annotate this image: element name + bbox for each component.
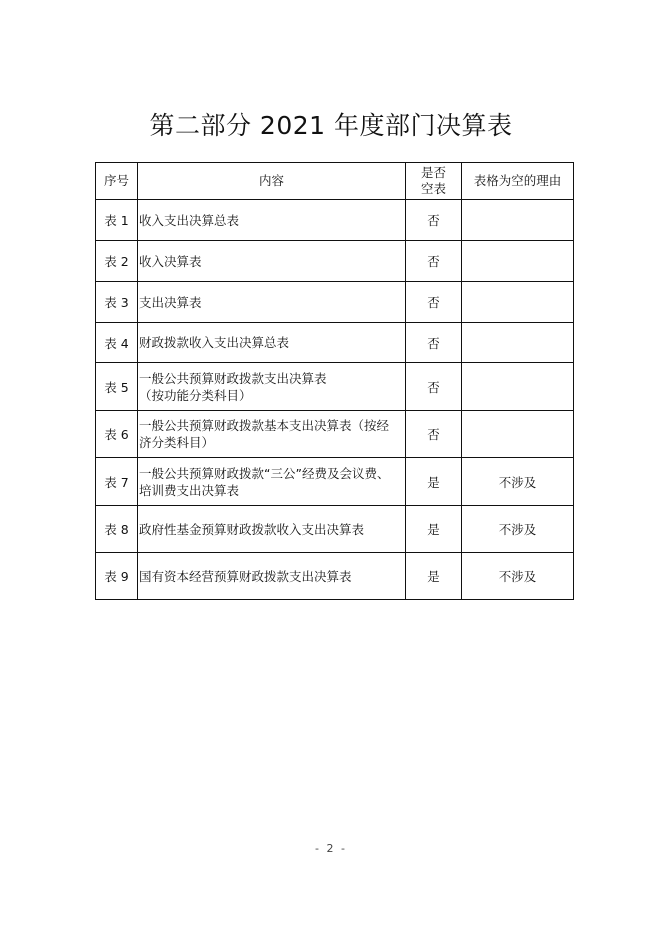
page-title: 第二部分 2021 年度部门决算表 <box>149 111 513 140</box>
row-empty: 否 <box>406 363 462 411</box>
budget-tables-index <box>95 162 574 600</box>
row-content <box>138 411 406 458</box>
table-row <box>96 506 574 553</box>
table-row <box>96 553 574 600</box>
row-seq: 表 2 <box>96 241 138 282</box>
row-seq: 表 8 <box>96 506 138 553</box>
row-content-line: 一般公共预算财政拨款基本支出决算表（按经 <box>139 418 390 433</box>
row-empty: 否 <box>406 241 462 282</box>
row-content-line: （按功能分类科目） <box>139 387 252 403</box>
row-reason <box>462 411 574 458</box>
row-empty: 否 <box>406 323 462 363</box>
row-seq: 表 7 <box>96 458 138 506</box>
header-empty <box>406 163 462 200</box>
header-reason: 表格为空的理由 <box>462 163 574 200</box>
row-content <box>138 363 406 411</box>
row-reason <box>462 323 574 363</box>
row-seq: 表 9 <box>96 553 138 600</box>
row-content-line: 培训费支出决算表 <box>139 482 240 498</box>
row-content-line: 收入决算表 <box>139 253 202 269</box>
row-content <box>138 282 406 323</box>
row-seq: 表 6 <box>96 411 138 458</box>
row-content <box>138 323 406 363</box>
row-content-line: 一般公共预算财政拨款支出决算表 <box>139 370 327 386</box>
row-empty: 是 <box>406 458 462 506</box>
table-header-row <box>96 163 574 200</box>
row-seq: 表 1 <box>96 200 138 241</box>
table-row <box>96 323 574 363</box>
table-row <box>96 200 574 241</box>
row-seq: 表 4 <box>96 323 138 363</box>
table-row <box>96 363 574 411</box>
table-row <box>96 411 574 458</box>
row-reason <box>462 363 574 411</box>
row-empty: 是 <box>406 553 462 600</box>
row-empty: 否 <box>406 282 462 323</box>
row-reason <box>462 241 574 282</box>
row-seq: 表 5 <box>96 363 138 411</box>
row-empty: 否 <box>406 411 462 458</box>
row-content-line: 支出决算表 <box>139 294 202 310</box>
row-content-line: 济分类科目） <box>139 435 215 450</box>
row-content-line: 政府性基金预算财政拨款收入支出决算表 <box>139 521 365 537</box>
row-content-line: 财政拨款收入支出决算总表 <box>139 335 290 350</box>
header-content: 内容 <box>138 163 406 200</box>
row-content-line: 收入支出决算总表 <box>139 212 240 228</box>
row-content <box>138 553 406 600</box>
row-reason: 不涉及 <box>462 506 574 553</box>
row-reason: 不涉及 <box>462 458 574 506</box>
row-empty: 否 <box>406 200 462 241</box>
header-empty-line2: 空表 <box>420 181 446 196</box>
row-content <box>138 241 406 282</box>
header-seq: 序号 <box>96 163 138 200</box>
row-content-line: 一般公共预算财政拨款“三公”经费及会议费、 <box>139 465 390 481</box>
header-empty-line1: 是否 <box>420 165 446 180</box>
row-content <box>138 200 406 241</box>
row-empty: 是 <box>406 506 462 553</box>
row-reason <box>462 200 574 241</box>
row-content-line: 国有资本经营预算财政拨款支出决算表 <box>139 568 352 584</box>
row-reason: 不涉及 <box>462 553 574 600</box>
page-number: - 2 - <box>315 842 347 855</box>
row-content <box>138 506 406 553</box>
row-reason <box>462 282 574 323</box>
table-row <box>96 241 574 282</box>
table-row <box>96 458 574 506</box>
row-seq: 表 3 <box>96 282 138 323</box>
row-content <box>138 458 406 506</box>
table-row <box>96 282 574 323</box>
